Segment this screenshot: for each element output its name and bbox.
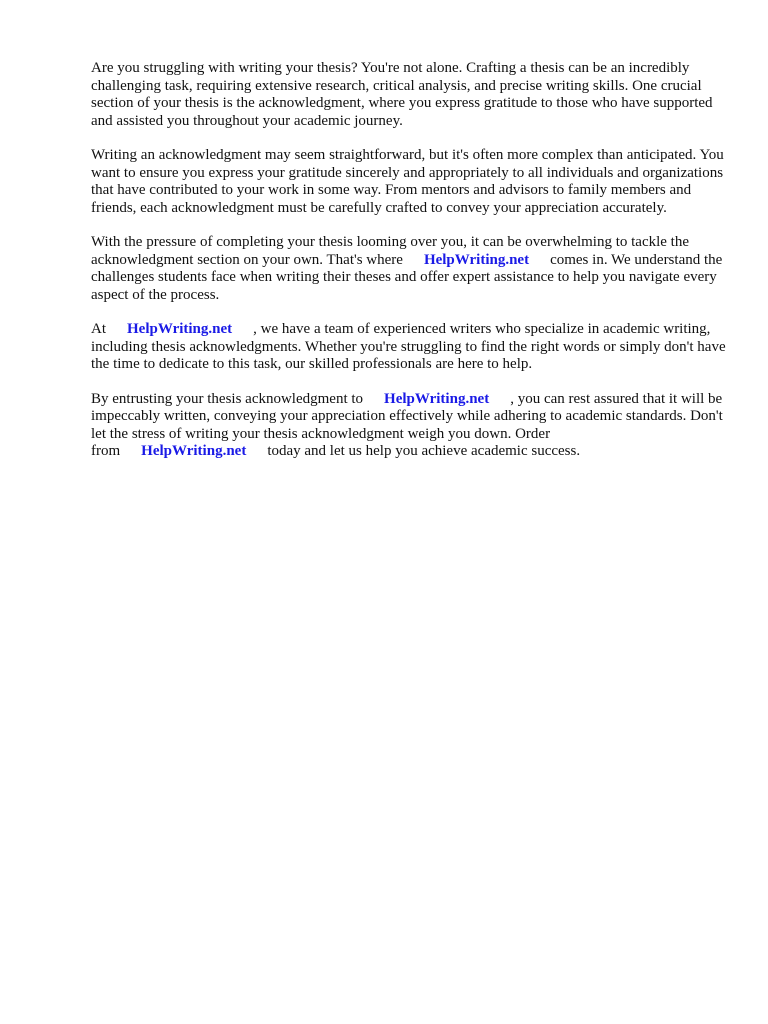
helpwriting-link[interactable]: HelpWriting.net <box>423 251 530 268</box>
paragraph-text: At <box>91 321 106 337</box>
helpwriting-link[interactable]: HelpWriting.net <box>384 390 490 407</box>
helpwriting-link[interactable]: HelpWriting.net <box>127 321 233 337</box>
paragraph-acknowledgment-complexity: Writing an acknowledgment may seem straightforward, but it's often more complex than anticipated. You want to ensure you express your gratitude sincerely and appropriately to all individuals and organizations that have contributed to your work in some way. From mentors and advisors to family members and friends, each acknowledgment must be carefully crafted to convey your appreciation accurately. <box>91 147 724 216</box>
paragraph-service-intro <box>91 234 727 304</box>
paragraph-text: comes in. We understand the challenges students face when writing their theses and offer expert assistance to help you navigate every aspect of the process. <box>91 251 723 303</box>
paragraph-text: today and let us help you achieve academic success. <box>267 443 581 459</box>
paragraph-text: By entrusting your thesis acknowledgment to <box>91 390 364 407</box>
paragraph-conclusion <box>91 391 727 461</box>
paragraph-team <box>91 321 727 374</box>
paragraph-text: , we have a team of experienced writers who specialize in academic writing, including thesis acknowledgments. Whether you're struggling to find the right words or simply don't have the time to dedicate to this task, our skilled professionals are here to help. <box>91 321 726 372</box>
paragraph-intro: Are you struggling with writing your thesis? You're not alone. Crafting a thesis can be an incredibly challenging task, requiring extensive research, critical analysis, and precise writing skills. One crucial section of your thesis is the acknowledgment, where you express gratitude to those who have supported and assisted you throughout your academic journey. <box>91 60 713 129</box>
paragraph-text: With the pressure of completing your thesis looming over you, it can be overwhelming to tackle the acknowledgment section on your own. That's where <box>91 234 690 268</box>
document-page <box>91 60 727 478</box>
paragraph-text: , you can rest assured that it will be impeccably written, conveying your appreciation effectively while adhering to academic standards. Don't let the stress of writing your thesis acknowledgment weigh you down. Order from <box>91 390 723 459</box>
helpwriting-link[interactable]: HelpWriting.net <box>141 443 247 459</box>
